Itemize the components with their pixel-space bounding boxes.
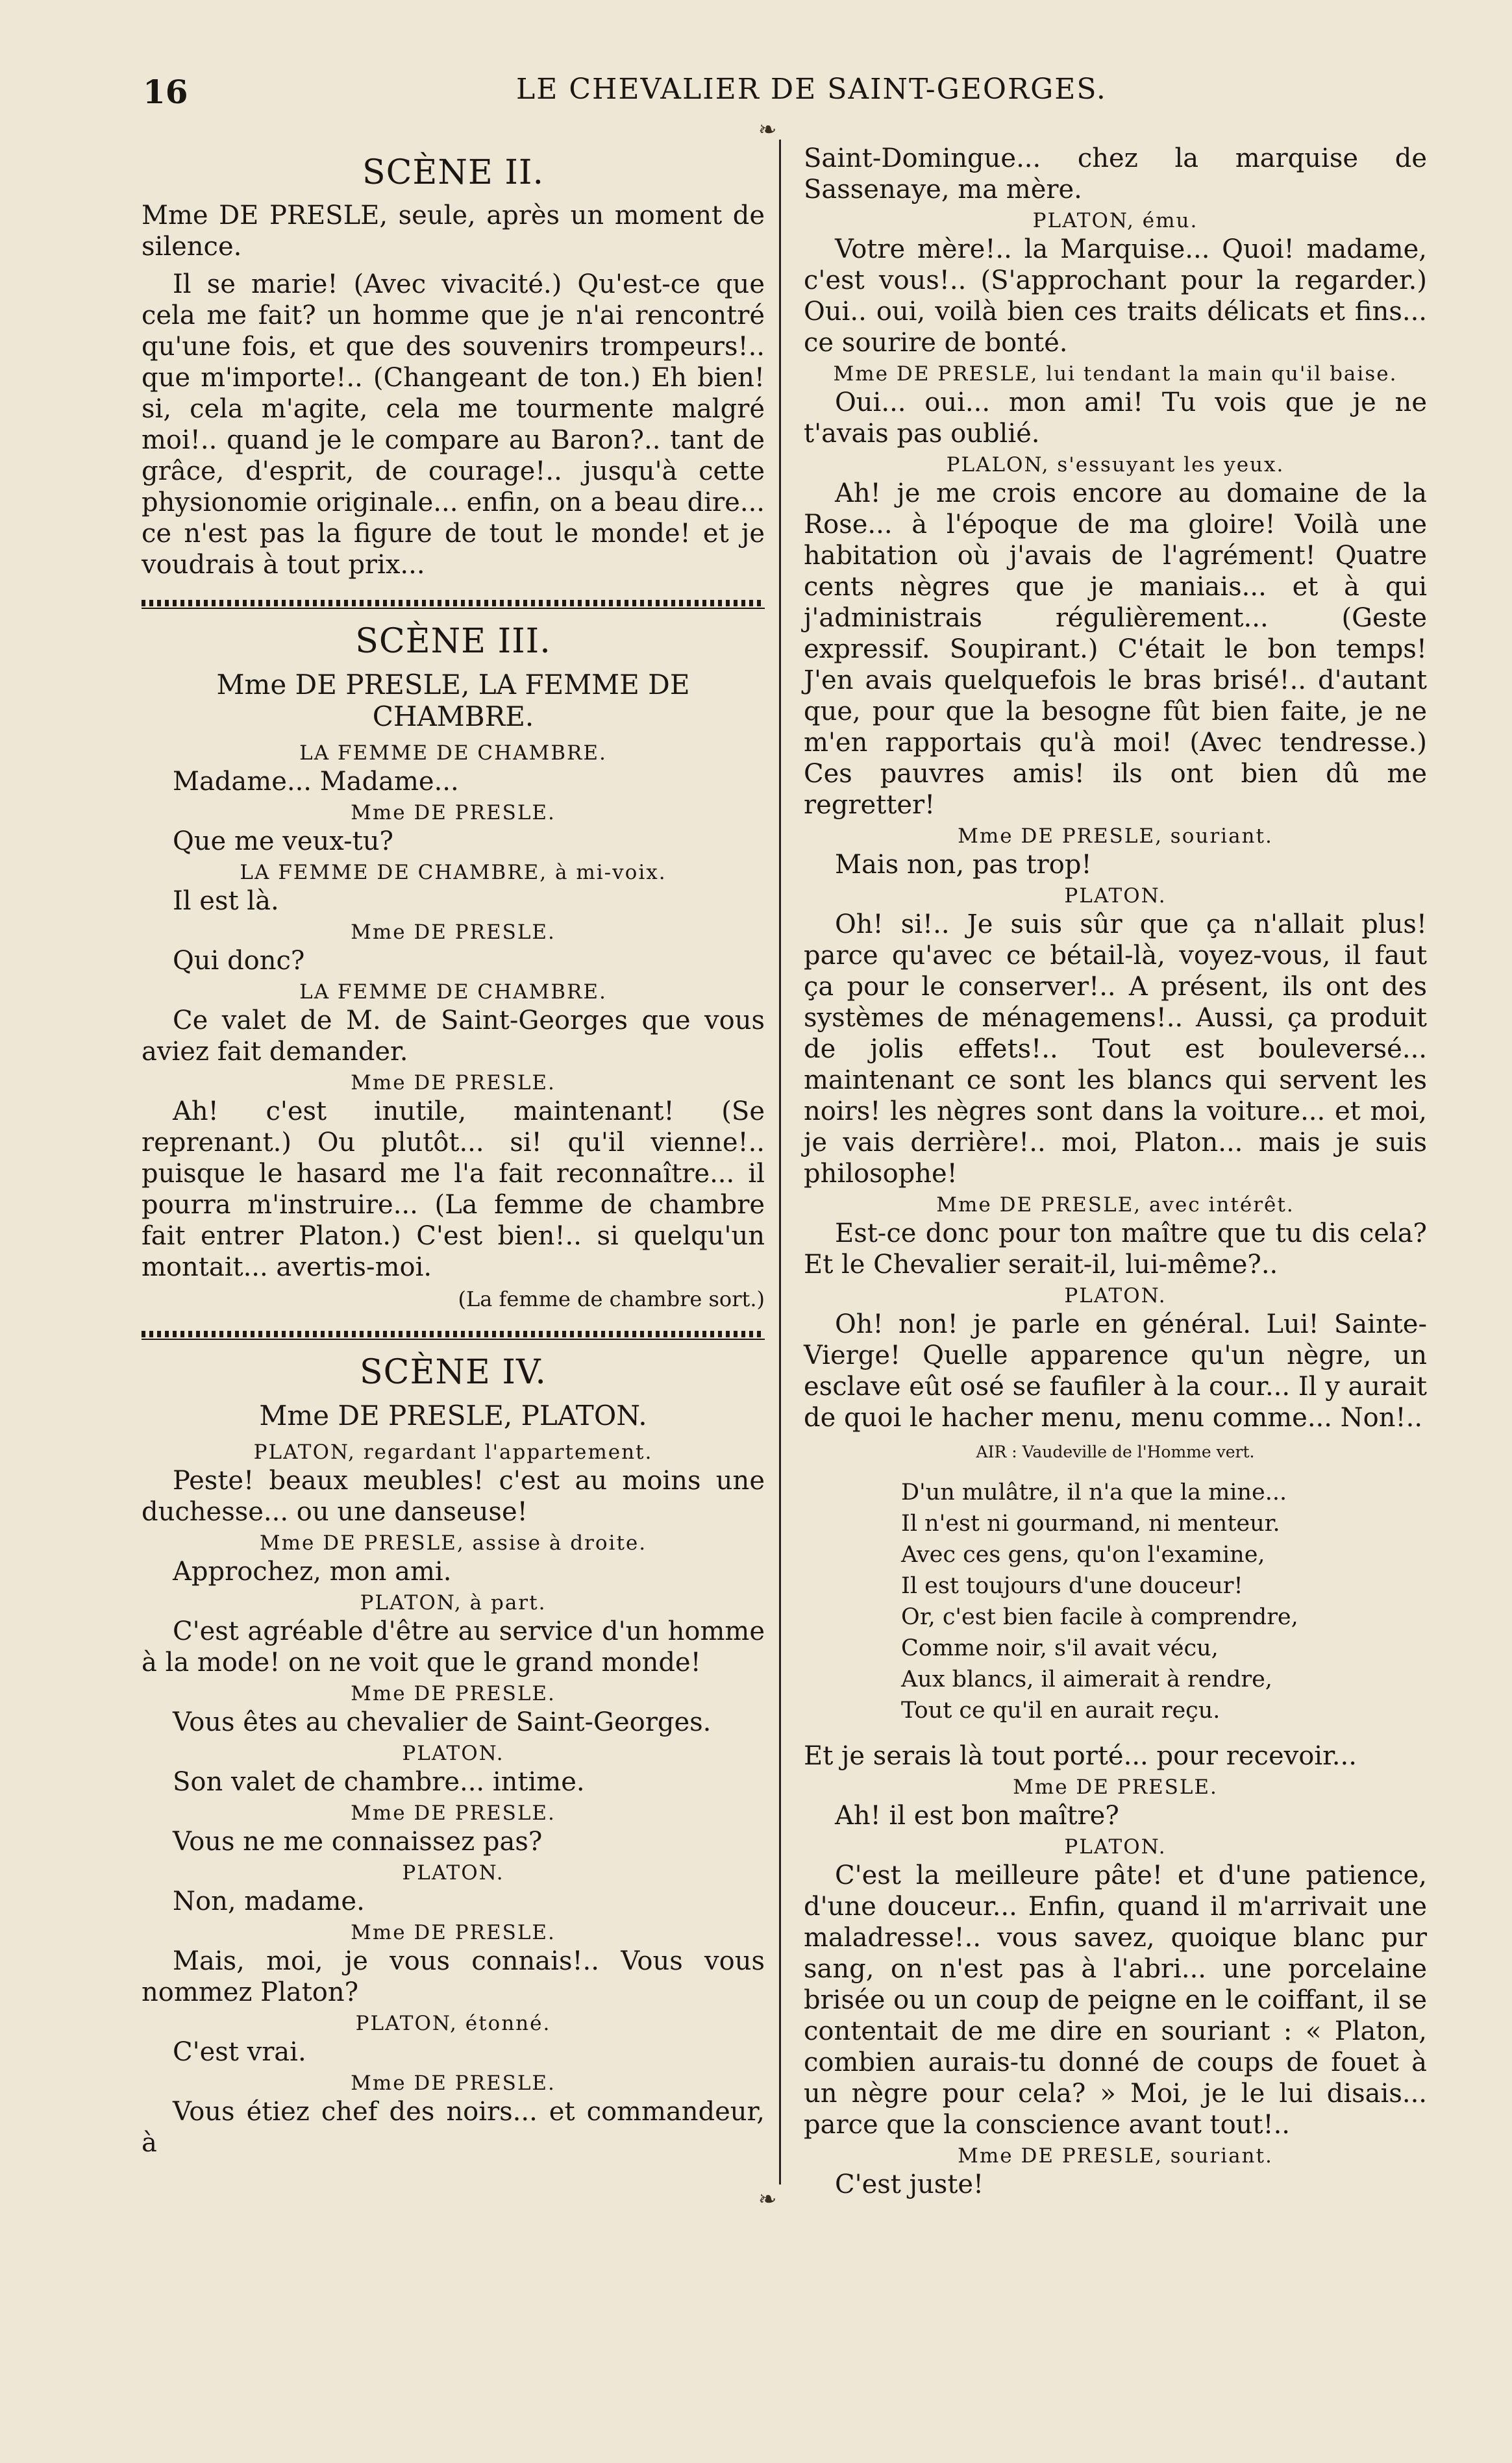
dialogue-line: Ah! il est bon maître?	[835, 1801, 1119, 1831]
speaker-name: Mme DE PRESLE.	[351, 2072, 556, 2095]
dialogue-line: Ah! c'est inutile, maintenant! (Se reprenant.) Ou plutôt... si! qu'il vienne!.. puisque le hasard me l'a fait reconnaître... il pourra m'instruire... (La femme de chambre fait entrer Platon.) C'est bien!.. si quelqu'un montait... avertis-moi.	[142, 1096, 765, 1282]
cast-list: Mme DE PRESLE, LA FEMME DE CHAMBRE.	[216, 669, 690, 732]
dialogue-line: Qui donc?	[173, 946, 305, 976]
dialogue-line: Mais non, pas trop!	[835, 850, 1092, 880]
speaker-name: LA FEMME DE CHAMBRE.	[299, 980, 607, 1004]
speaker-name: PLATON, regardant l'appartement.	[253, 1441, 653, 1464]
dialogue-line: Que me veux-tu?	[173, 826, 393, 856]
dialogue-line: Peste! beaux meubles! c'est au moins une duchesse... ou une danseuse!	[142, 1466, 765, 1527]
verse-line: Comme noir, s'il avait vécu,	[901, 1635, 1219, 1661]
dialogue-line: C'est la meilleure pâte! et d'une patience, d'une douceur... Enfin, quand il m'arrivait une maladresse!.. vous savez, quoique blanc pur sang, on n'est pas à l'abri... une porcelaine brisée ou un coup de peigne en le coiffant, il se contentait de me dire en souriant : « Platon, combien aurais-tu donné de coups de fouet à un nègre pour cela? » Moi, je le lui disais... parce que la conscience avant tout!..	[804, 1861, 1427, 2140]
speaker-name: Mme DE PRESLE.	[351, 1071, 556, 1095]
speaker-name: LA FEMME DE CHAMBRE, à mi-voix.	[240, 861, 667, 884]
stage-direction: (La femme de chambre sort.)	[458, 1287, 765, 1311]
bottom-ornament-icon: ❧	[758, 2186, 777, 2212]
speaker-name: Mme DE PRESLE.	[351, 1921, 556, 1944]
scene-heading: SCÈNE III.	[355, 622, 551, 661]
dialogue-line: Vous étiez chef des noirs... et commandeur, à	[142, 2097, 765, 2158]
speaker-name: LA FEMME DE CHAMBRE.	[299, 741, 607, 765]
speaker-name: Mme DE PRESLE, avec intérêt.	[936, 1193, 1295, 1217]
dialogue-line: Son valet de chambre... intime.	[173, 1767, 585, 1797]
verse-line: Il est toujours d'une douceur!	[901, 1573, 1243, 1599]
dialogue-line: Oui... oui... mon ami! Tu vois que je ne t'avais pas oublié.	[804, 388, 1427, 449]
speaker-name: PLATON.	[402, 1742, 504, 1765]
speaker-name: Mme DE PRESLE.	[351, 1682, 556, 1705]
scene-heading: SCÈNE II.	[362, 153, 544, 192]
scene-heading: SCÈNE IV.	[360, 1353, 547, 1392]
dialogue-line: Madame... Madame...	[173, 767, 459, 797]
dialogue-line: Ce valet de M. de Saint-Georges que vous aviez fait demander.	[142, 1006, 765, 1067]
dialogue-line: C'est agréable d'être au service d'un homme à la mode! on ne voit que le grand monde!	[142, 1616, 765, 1677]
song-air-title: AIR : Vaudeville de l'Homme vert.	[976, 1442, 1255, 1461]
page-header	[143, 73, 1107, 125]
column-divider	[779, 140, 781, 2185]
verse-line: Tout ce qu'il en aurait reçu.	[901, 1698, 1221, 1724]
verse-line: Il n'est ni gourmand, ni menteur.	[901, 1511, 1280, 1537]
ornamental-rule	[142, 600, 765, 609]
speaker-name: PLATON.	[1064, 884, 1167, 908]
running-title: LE CHEVALIER DE SAINT-GEORGES.	[516, 73, 1107, 106]
speaker-name: PLALON, s'essuyant les yeux.	[946, 453, 1285, 477]
stage-direction: Mme DE PRESLE, seule, après un moment de silence.	[142, 201, 765, 262]
page-number: 16	[143, 73, 188, 111]
dialogue-line: Oh! non! je parle en général. Lui! Sainte-Vierge! Quelle apparence qu'un nègre, un esclave eût osé se faufiler à la cour... Il y aurait de quoi le hacher menu, menu comme... Non!..	[804, 1309, 1427, 1433]
ornamental-rule	[142, 1331, 765, 1340]
dialogue-line: Il est là.	[173, 886, 279, 916]
verse-line: Aux blancs, il aimerait à rendre,	[901, 1666, 1272, 1692]
speaker-name: PLATON, à part.	[360, 1591, 547, 1615]
dialogue-line: Approchez, mon ami.	[173, 1557, 452, 1587]
speaker-name: Mme DE PRESLE, souriant.	[958, 2144, 1273, 2168]
speaker-name: Mme DE PRESLE.	[351, 801, 556, 824]
left-column	[142, 143, 765, 2188]
top-ornament-icon: ❧	[758, 117, 777, 143]
speaker-name: PLATON.	[1064, 1284, 1167, 1307]
speaker-name: Mme DE PRESLE.	[1013, 1776, 1218, 1799]
dialogue-line: Et je serais là tout porté... pour recevoir...	[804, 1741, 1357, 1771]
speaker-name: Mme DE PRESLE.	[351, 921, 556, 944]
dialogue-line: Vous ne me connaissez pas?	[173, 1827, 543, 1857]
right-column	[804, 143, 1427, 2199]
dialogue-line: Oh! si!.. Je suis sûr que ça n'allait plus! parce qu'avec ce bétail-là, voyez-vous, il faut ça pour le conserver!.. A présent, ils ont des systèmes de ménagemens!.. Aussi, ça produit de jolis effets!.. Tout est bouleversé... maintenant ce sont les blancs qui servent les noirs! les nègres sont dans la voiture... et moi, je vais derrière!.. moi, Platon... mais je suis philosophe!	[804, 910, 1427, 1189]
speaker-name: PLATON.	[1064, 1835, 1167, 1859]
dialogue-line: Non, madame.	[173, 1887, 365, 1916]
dialogue-line: Mais, moi, je vous connais!.. Vous vous nommez Platon?	[142, 1946, 765, 2007]
speaker-name: PLATON.	[402, 1861, 504, 1885]
dialogue-line: C'est juste!	[835, 2170, 984, 2199]
speaker-name: Mme DE PRESLE.	[351, 1801, 556, 1825]
verse-line: Or, c'est bien facile à comprendre,	[901, 1604, 1298, 1630]
dialogue-line: Saint-Domingue... chez la marquise de Sassenaye, ma mère.	[804, 143, 1427, 204]
verse-line: D'un mulâtre, il n'a que la mine...	[901, 1479, 1287, 1505]
speaker-name: Mme DE PRESLE, assise à droite.	[259, 1531, 647, 1555]
speaker-name: PLATON, étonné.	[355, 2012, 551, 2035]
speaker-name: Mme DE PRESLE, lui tendant la main qu'il baise.	[833, 362, 1398, 386]
verse-line: Avec ces gens, qu'on l'examine,	[901, 1542, 1265, 1568]
dialogue-line: Votre mère!.. la Marquise... Quoi! madame, c'est vous!.. (S'approchant pour la regarder.) Oui.. oui, voilà bien ces traits délicats et fins... ce sourire de bonté.	[804, 234, 1427, 358]
dialogue-line: C'est vrai.	[173, 2037, 306, 2067]
speaker-name: Mme DE PRESLE, souriant.	[958, 824, 1273, 848]
cast-list: Mme DE PRESLE, PLATON.	[259, 1400, 647, 1431]
speaker-name: PLATON, ému.	[1032, 209, 1198, 232]
dialogue-line: Ah! je me crois encore au domaine de la Rose... à l'époque de ma gloire! Voilà une habitation où j'avais de l'agrément! Quatre cents nègres que je maniais... et à qui j'administrais régulièrement... (Geste expressif. Soupirant.) C'était le bon temps! J'en avais quelquefois le bras brisé!.. d'autant que, pour que la besogne fût bien faite, je ne m'en rapportais qu'à moi! (Avec tendresse.) Ces pauvres amis! ils ont bien dû me regretter!	[804, 478, 1427, 820]
song-verses	[901, 1477, 1427, 1726]
dialogue-line: Il se marie! (Avec vivacité.) Qu'est-ce que cela me fait? un homme que je n'ai rencontré qu'une fois, et que des souvenirs trompeurs!.. que m'importe!.. (Changeant de ton.) Eh bien! si, cela m'agite, cela me tourmente malgré moi!.. quand je le compare au Baron?.. tant de grâce, d'esprit, de courage!.. jusqu'à cette physionomie originale... enfin, on a beau dire... ce n'est pas la figure de tout le monde! et je voudrais à tout prix...	[142, 269, 765, 580]
dialogue-line: Est-ce donc pour ton maître que tu dis cela? Et le Chevalier serait-il, lui-même?..	[804, 1219, 1427, 1280]
dialogue-line: Vous êtes au chevalier de Saint-Georges.	[173, 1707, 712, 1737]
